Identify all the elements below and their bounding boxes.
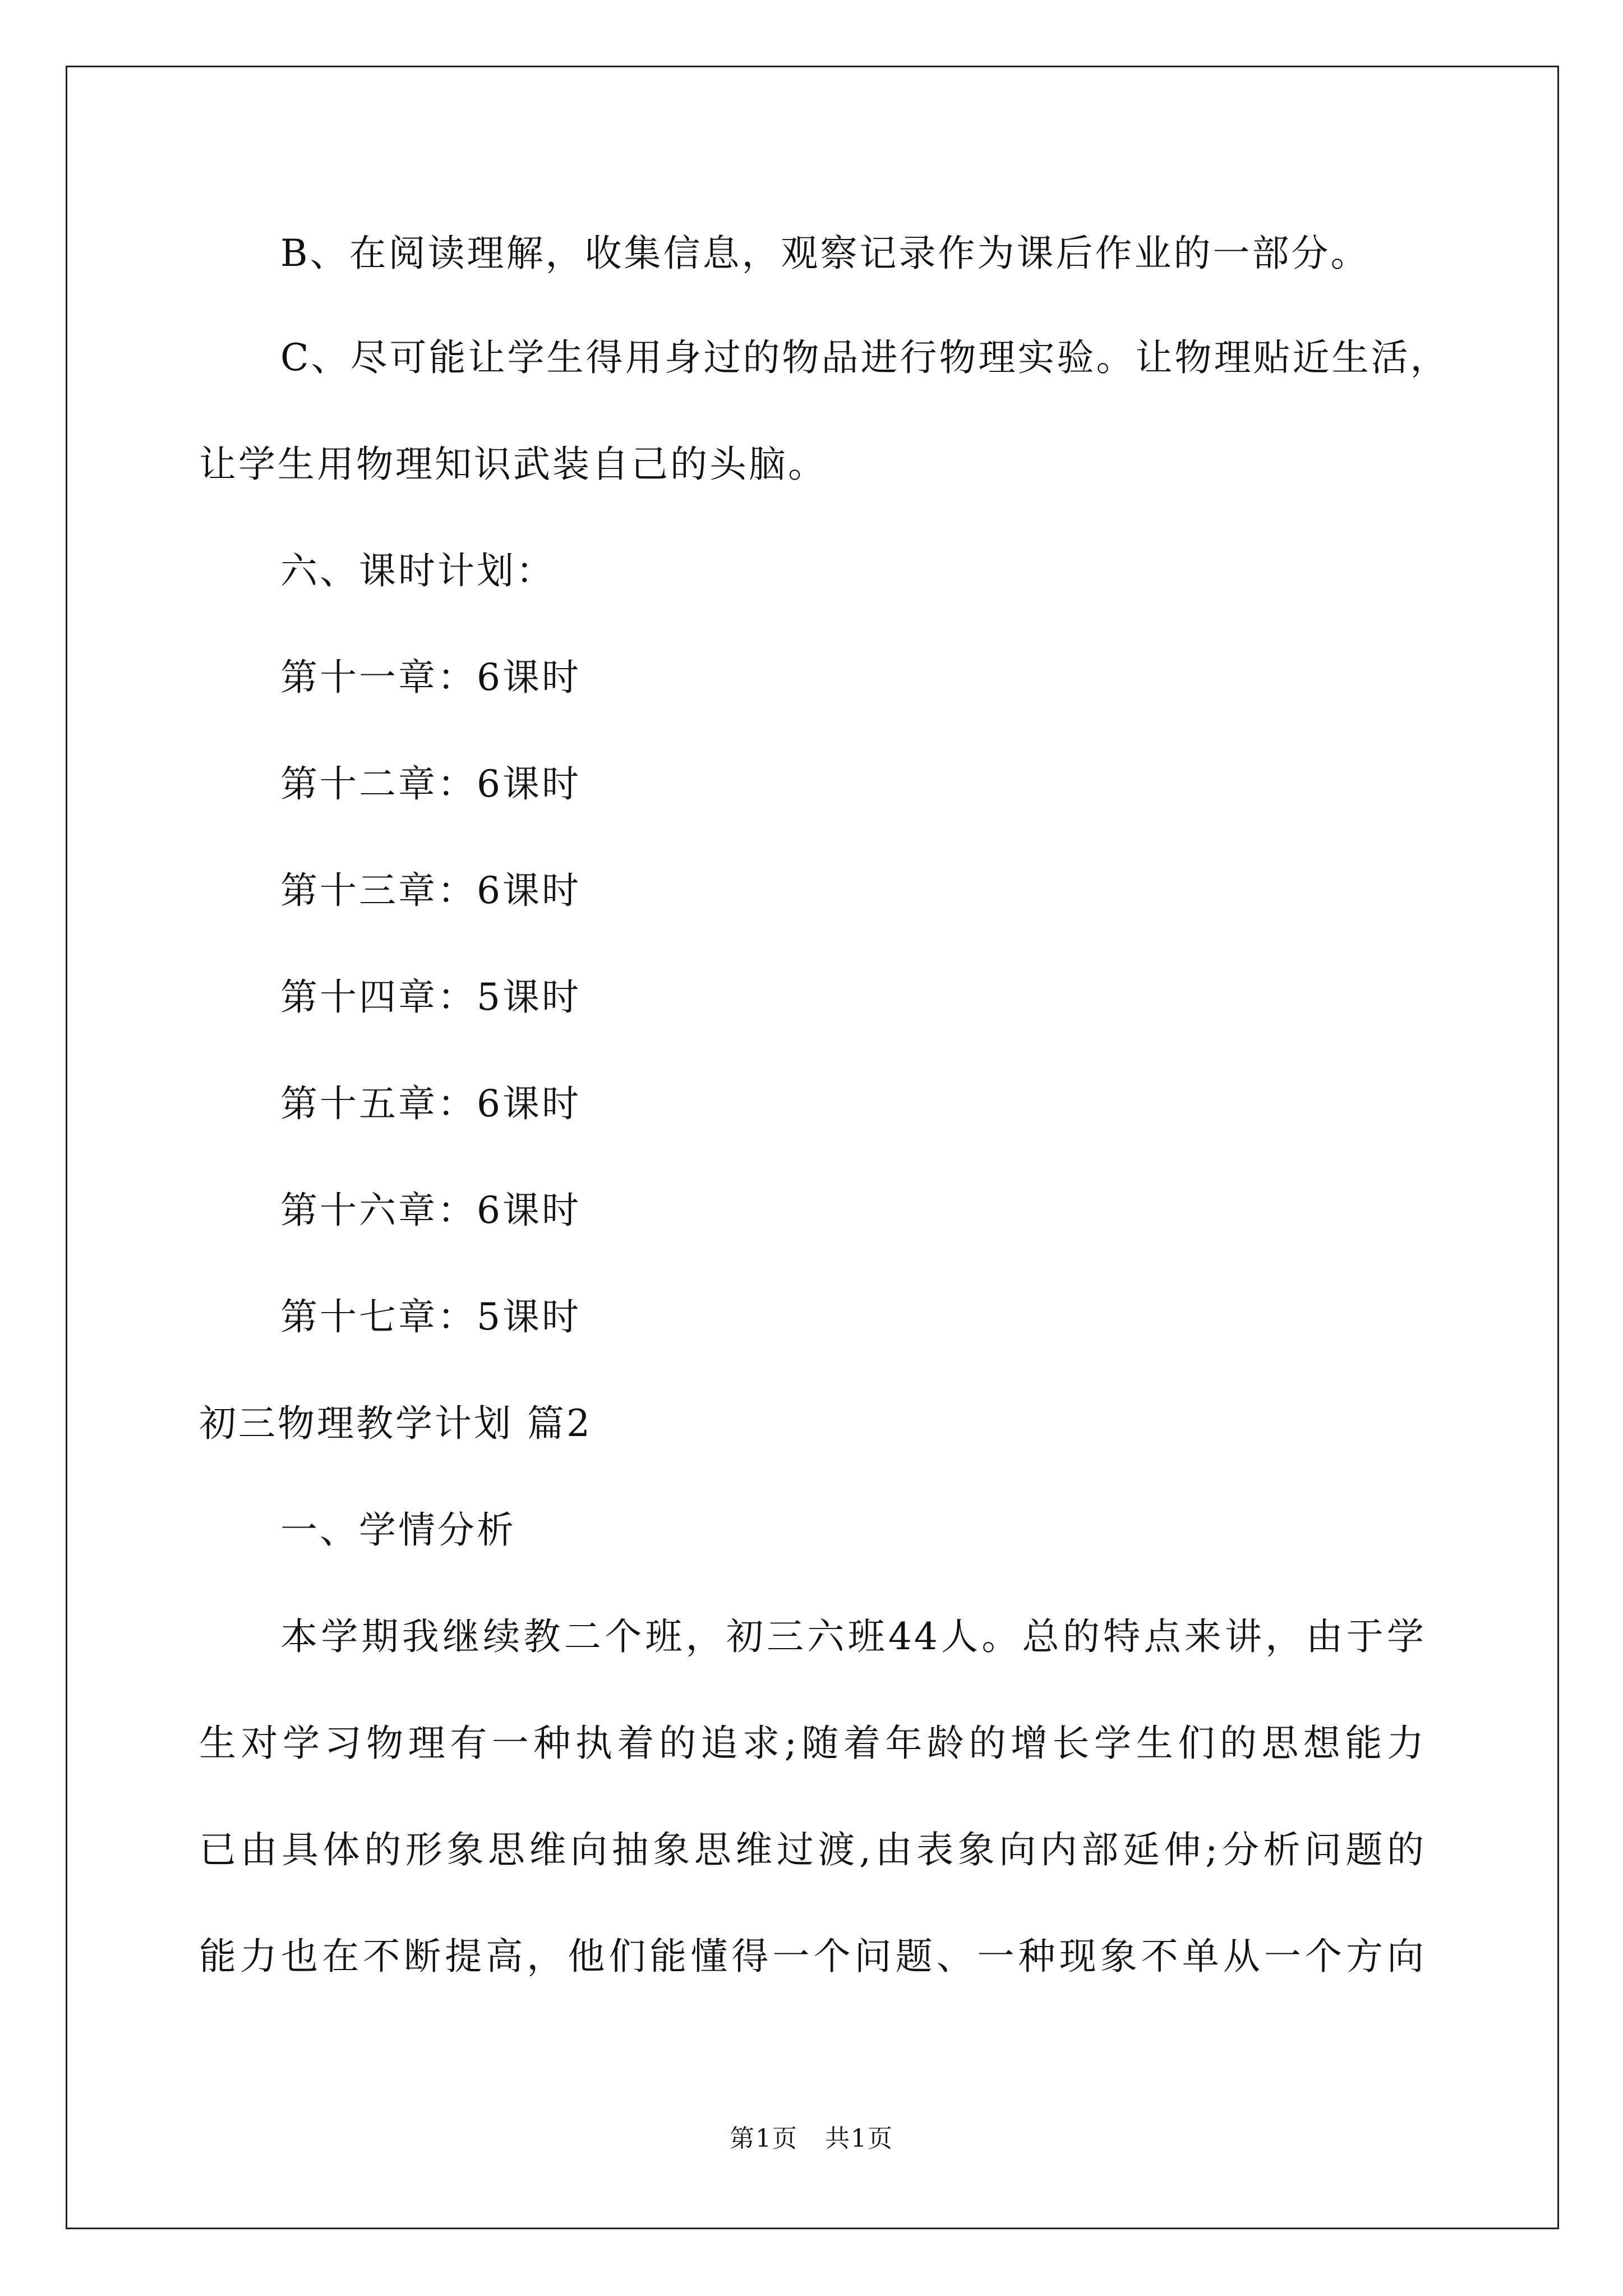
paragraph-line: C、尽可能让学生得用身过的物品进行物理实验。让物理贴近生活，	[280, 336, 1450, 379]
document-title: 初三物理教学计划 篇2	[199, 1402, 592, 1445]
paragraph-line: B、在阅读理解，收集信息，观察记录作为课后作业的一部分。	[280, 232, 1370, 275]
schedule-item: 第十一章：6课时	[280, 656, 581, 699]
paragraph-line: 已由具体的形象思维向抽象思维过渡,由表象向内部延伸;分析问题的	[199, 1828, 1426, 1871]
paragraph-line: 生对学习物理有一种执着的追求;随着年龄的增长学生们的思想能力	[199, 1722, 1426, 1765]
page-number-footer: 第1页 共1页	[730, 2124, 893, 2153]
schedule-item: 第十四章：5课时	[280, 976, 581, 1019]
page-border	[66, 66, 1559, 2229]
section-heading: 六、课时计划：	[280, 549, 555, 592]
paragraph-line: 让学生用物理知识武装自己的头脑。	[199, 443, 827, 486]
schedule-item: 第十三章：6课时	[280, 869, 581, 912]
paragraph-line: 能力也在不断提高，他们能懂得一个问题、一种现象不单从一个方向	[199, 1935, 1426, 1978]
paragraph-line: 本学期我继续教二个班，初三六班44人。总的特点来讲，由于学	[280, 1615, 1426, 1658]
schedule-item: 第十六章：6课时	[280, 1189, 581, 1232]
schedule-item: 第十五章：6课时	[280, 1082, 581, 1125]
schedule-item: 第十七章：5课时	[280, 1295, 581, 1338]
section-heading: 一、学情分析	[280, 1508, 516, 1552]
schedule-item: 第十二章：6课时	[280, 762, 581, 806]
